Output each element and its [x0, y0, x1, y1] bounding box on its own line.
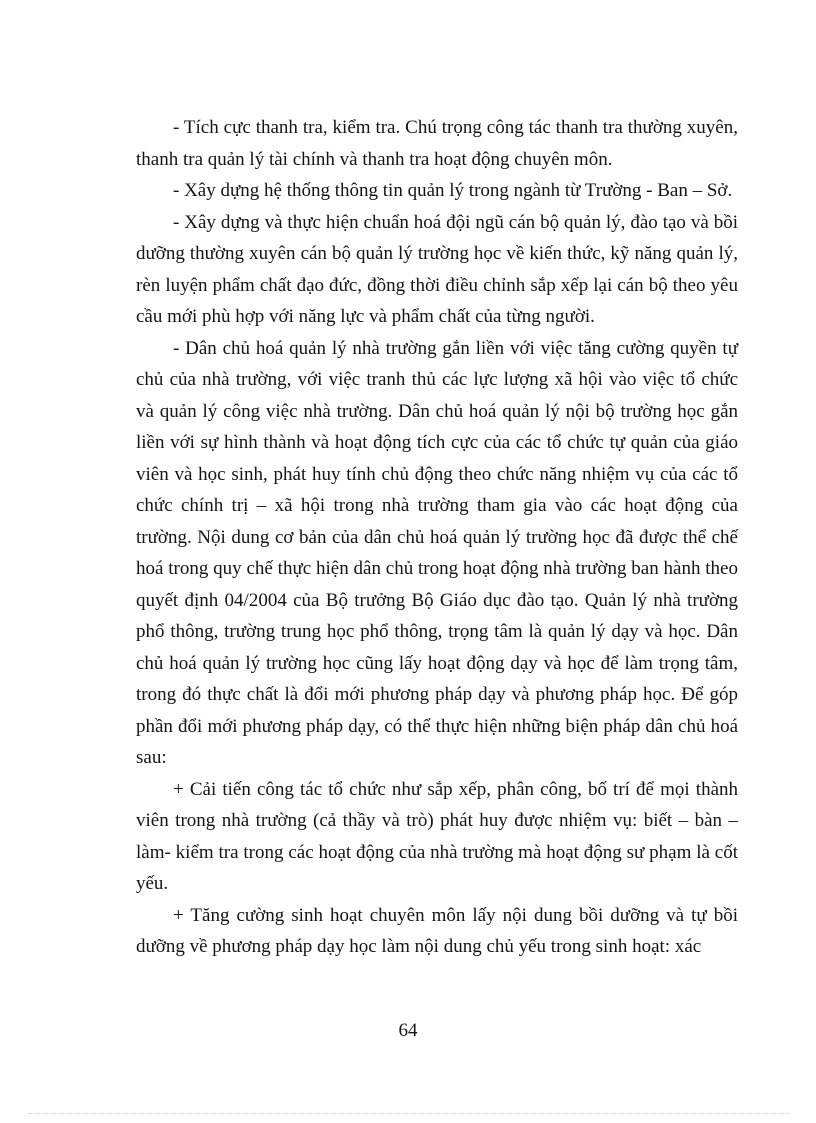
paragraph-information-system: - Xây dựng hệ thống thông tin quản lý trong ngành từ Trường - Ban – Sở.	[173, 180, 733, 201]
paragraph-inspection: - Tích cực thanh tra, kiểm tra. Chú trọng công tác thanh tra thường xuyên, thanh tra quản lý tài chính và thanh tra hoạt động chuyên môn.	[136, 117, 738, 170]
paragraph-professional-activities: + Tăng cường sinh hoạt chuyên môn lấy nội dung bồi dưỡng và tự bồi dưỡng về phương pháp dạy học làm nội dung chủ yếu trong sinh hoạt: xác	[136, 904, 738, 957]
page-bottom-divider	[28, 1113, 788, 1114]
page-number: 64	[398, 1020, 418, 1041]
paragraph-organization-improvement: + Cải tiến công tác tổ chức như sắp xếp, phân công, bố trí để mọi thành viên trong nhà trường (cả thầy và trò) phát huy được nhiệm vụ: biết – bàn – làm- kiểm tra trong các hoạt động của nhà trường mà hoạt động sư phạm là cốt yếu.	[136, 778, 738, 894]
paragraph-democratization: - Dân chủ hoá quản lý nhà trường gắn liền với việc tăng cường quyền tự chủ của nhà trường, với việc tranh thủ các lực lượng xã hội vào việc tổ chức và quản lý công việc nhà trường. Dân chủ hoá quản lý nội bộ trường học gắn liền với sự hình thành và hoạt động tích cực của các tổ chức tự quản của giáo viên và học sinh, phát huy tính chủ động theo chức năng nhiệm vụ của các tổ chức chính trị – xã hội trong nhà trường tham gia vào các hoạt động của trường. Nội dung cơ bản của dân chủ hoá quản lý trường học đã được thể chế hoá trong quy chế thực hiện dân chủ trong hoạt động nhà trường ban hành theo quyết định 04/2004 của Bộ trưởng Bộ Giáo dục đào tạo. Quản lý nhà trường phổ thông, trường trung học phổ thông, trọng tâm là quản lý dạy và học. Dân chủ hoá quản lý trường học cũng lấy hoạt động dạy và học để làm trọng tâm, trong đó thực chất là đổi mới phương pháp dạy và phương pháp học. Để góp phần đổi mới phương pháp dạy, có thể thực hiện những biện pháp dân chủ hoá sau:	[136, 337, 738, 768]
body-text	[136, 112, 738, 963]
paragraph-staff-standardization: - Xây dựng và thực hiện chuẩn hoá đội ngũ cán bộ quản lý, đào tạo và bồi dưỡng thường xuyên cán bộ quản lý trường học về kiến thức, kỹ năng quản lý, rèn luyện phẩm chất đạo đức, đồng thời điều chỉnh sắp xếp lại cán bộ theo yêu cầu mới phù hợp với năng lực và phẩm chất của từng người.	[136, 211, 738, 327]
